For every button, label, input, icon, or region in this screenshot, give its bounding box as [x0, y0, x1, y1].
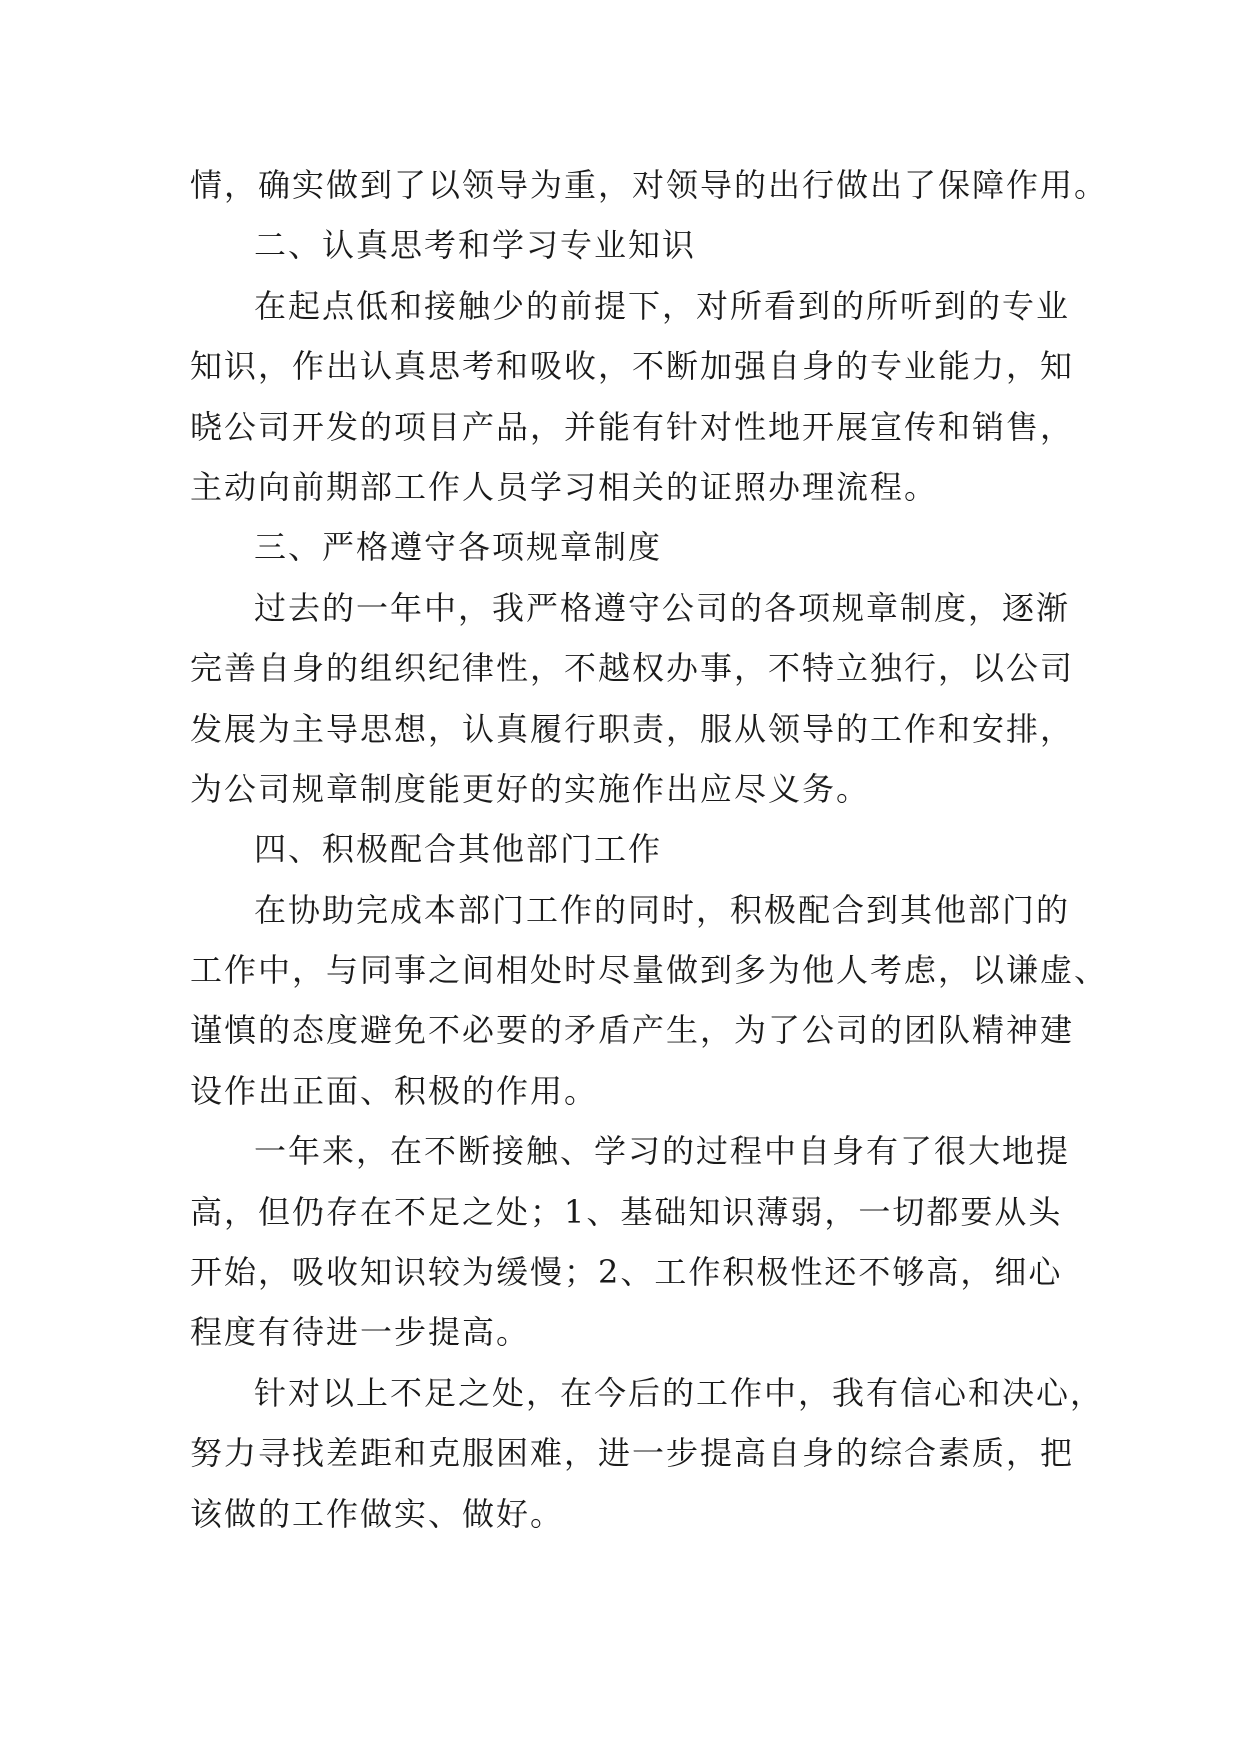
body-line: 高，但仍存在不足之处；1、基础知识薄弱，一切都要从头	[190, 1192, 1063, 1231]
document-body	[190, 155, 1109, 1544]
body-line: 晓公司开发的项目产品，并能有针对性地开展宣传和销售，	[190, 407, 1075, 446]
body-line: 完善自身的组织纪律性，不越权办事，不特立独行，以公司	[190, 649, 1075, 688]
body-line: 过去的一年中，我严格遵守公司的各项规章制度，逐渐	[254, 588, 1071, 627]
body-line: 针对以上不足之处，在今后的工作中，我有信心和决心，	[254, 1373, 1105, 1412]
body-line: 努力寻找差距和克服困难，进一步提高自身的综合素质，把	[190, 1434, 1075, 1473]
body-line: 为公司规章制度能更好的实施作出应尽义务。	[190, 769, 871, 808]
body-line: 谨慎的态度避免不必要的矛盾产生，为了公司的团队精神建	[190, 1011, 1075, 1050]
body-line: 设作出正面、积极的作用。	[190, 1071, 599, 1110]
body-line: 主动向前期部工作人员学习相关的证照办理流程。	[190, 467, 939, 506]
body-line: 知识，作出认真思考和吸收，不断加强自身的专业能力，知	[190, 347, 1075, 386]
body-line: 一年来，在不断接触、学习的过程中自身有了很大地提	[254, 1132, 1071, 1171]
body-line: 开始，吸收知识较为缓慢；2、工作积极性还不够高，细心	[190, 1253, 1063, 1292]
body-line: 发展为主导思想，认真履行职责，服从领导的工作和安排，	[190, 709, 1075, 748]
section-heading-3: 三、严格遵守各项规章制度	[254, 528, 663, 567]
body-line: 在协助完成本部门工作的同时，积极配合到其他部门的	[254, 890, 1071, 929]
section-heading-2: 二、认真思考和学习专业知识	[254, 226, 697, 265]
section-heading-4: 四、积极配合其他部门工作	[254, 830, 663, 869]
body-line: 工作中，与同事之间相处时尽量做到多为他人考虑，以谦虚、	[190, 951, 1109, 990]
body-line: 程度有待进一步提高。	[190, 1313, 531, 1352]
body-line: 该做的工作做实、做好。	[190, 1494, 565, 1533]
body-line: 情，确实做到了以领导为重，对领导的出行做出了保障作用。	[190, 166, 1109, 204]
body-line: 在起点低和接触少的前提下，对所看到的所听到的专业	[254, 286, 1071, 325]
